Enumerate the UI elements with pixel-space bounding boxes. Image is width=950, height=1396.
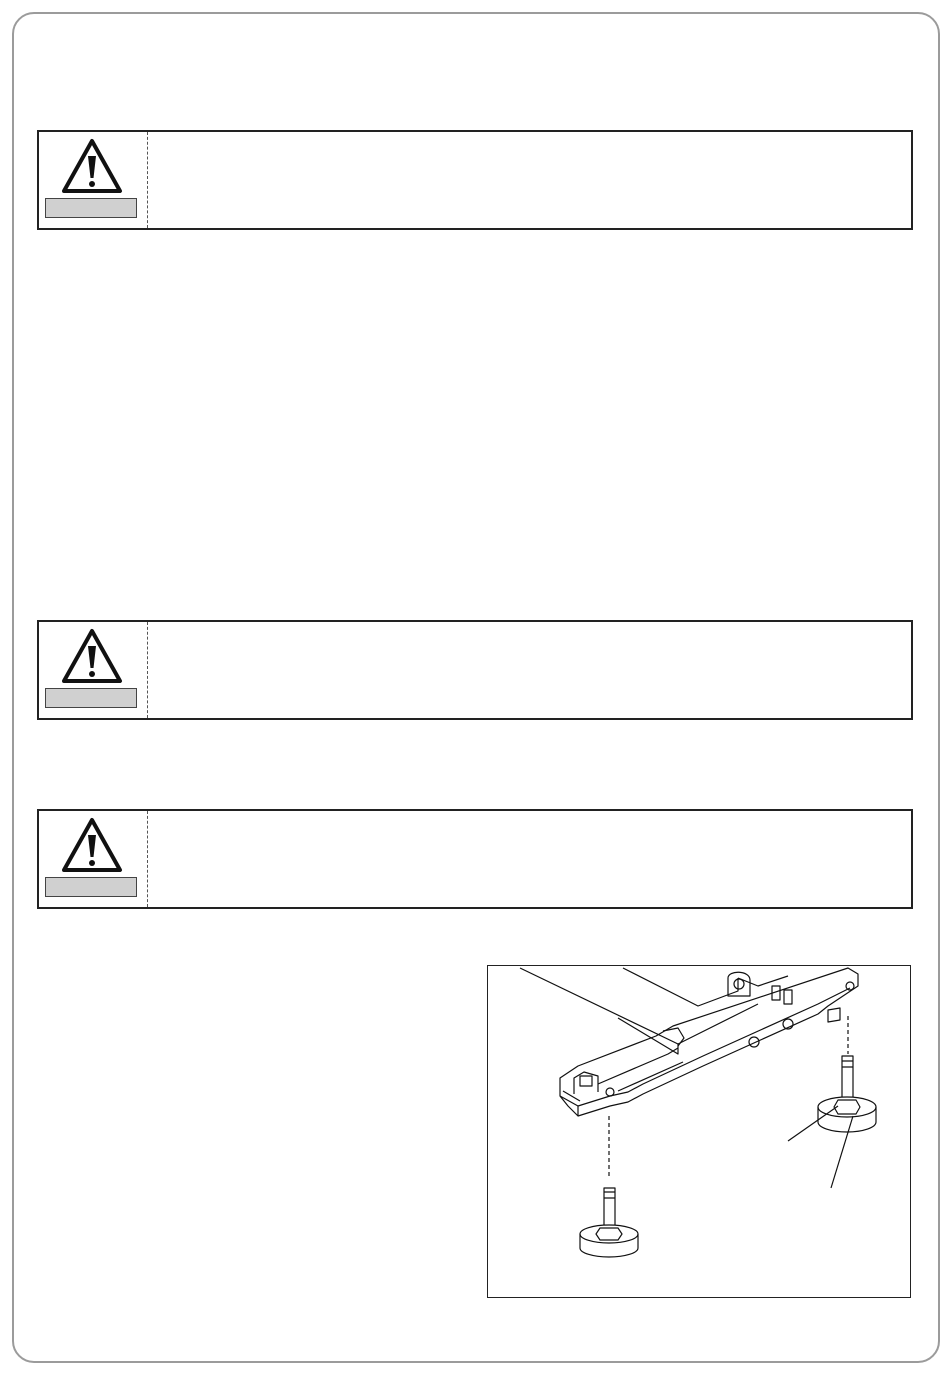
warning-label bbox=[45, 877, 137, 897]
leveling-feet-figure bbox=[487, 965, 911, 1298]
warning-label bbox=[45, 688, 137, 708]
warning-label bbox=[45, 198, 137, 218]
warning-triangle-icon bbox=[61, 628, 123, 684]
leveling-feet-illustration bbox=[488, 966, 910, 1297]
warning-triangle-icon bbox=[61, 817, 123, 873]
warning-triangle-icon bbox=[61, 138, 123, 194]
warning-box bbox=[37, 620, 913, 720]
warning-box bbox=[37, 809, 913, 909]
warning-box bbox=[37, 130, 913, 230]
warning-icon-cell bbox=[39, 622, 148, 718]
warning-icon-cell bbox=[39, 811, 148, 907]
warning-icon-cell bbox=[39, 132, 148, 228]
